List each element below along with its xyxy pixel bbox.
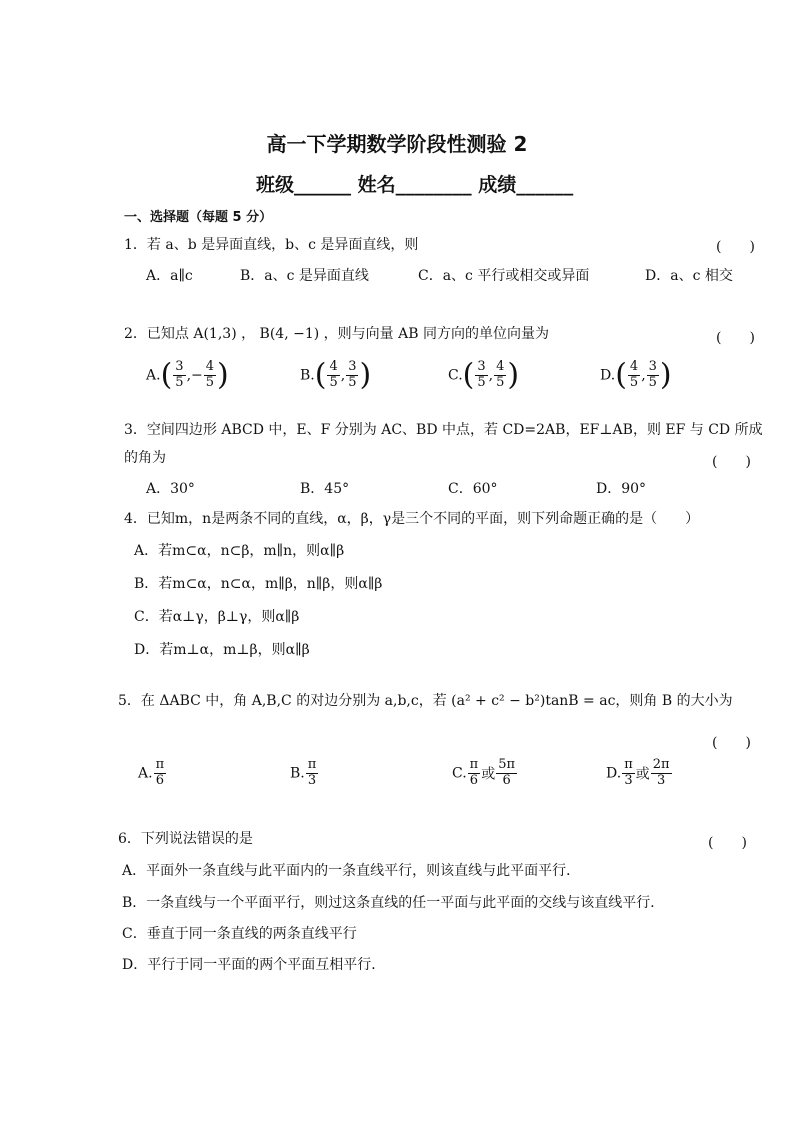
q5-option-a: A. $\frac{\pi}{6}$ [138,757,165,788]
page-title: 高一下学期数学阶段性测验 2 [266,132,528,156]
q6-option-d: D．平行于同一平面的两个平面互相平行． [122,957,386,973]
q4-option-c: C．若α⊥γ，β⊥γ，则α∥β [134,609,300,625]
q4-stem: 4．已知m，n是两条不同的直线，α，β，γ是三个不同的平面，则下列命题正确的是（ ） [124,511,700,527]
q6-stem: 6．下列说法错误的是 [118,831,253,847]
q5-option-b: B. $\frac{\pi}{3}$ [290,757,317,788]
q3-stem-line2: 的角为 [124,450,166,466]
option-label: A. [138,765,153,782]
q3-stem-line1: 3．空间四边形 ABCD 中，E、F 分别为 AC、BD 中点，若 CD=2AB，EF⊥AB，则 EF 与 CD 所成 [124,422,763,438]
q4-option-a: A．若m⊂α，n⊂β，m∥n，则α∥β [134,543,345,559]
q2-stem: 2．已知点 A(1,3) ， B(4, −1) ，则与向量 AB 同方向的单位向量为 [124,326,549,342]
q1-answer-paren: ( ) [716,239,755,255]
q1-stem: 1．若 a、b 是异面直线，b、c 是异面直线，则 [124,237,419,253]
section-title: 一、选择题（每题 5 分） [124,210,273,225]
q3-option-d: D．90° [596,481,647,497]
q3-answer-paren: ( ) [712,454,751,470]
q5-option-d: D. $\frac{\pi}{3}$ 或 $\frac{2\pi}{3}$ [606,757,670,788]
q4-option-d: D．若m⊥α，m⊥β，则α∥β [134,642,310,658]
q4-option-b: B．若m⊂α，n⊂α，m∥β，n∥β，则α∥β [134,576,383,592]
q5-option-c: C. $\frac{\pi}{6}$ 或 $\frac{5\pi}{6}$ [452,757,516,788]
q6-answer-paren: ( ) [708,835,747,851]
q3-option-c: C．60° [448,481,498,497]
q5-answer-paren: ( ) [712,735,751,751]
q1-option-d: D．a、c 相交 [645,268,733,284]
q1-option-b: B．a、c 是异面直线 [240,268,369,284]
student-info-line: 班级______ 姓名________ 成绩______ [256,174,574,196]
option-label: B. [290,765,305,782]
q2-answer-paren: ( ) [716,330,755,346]
q2-option-c: C.( $\frac{3}{5}$ , $\frac{4}{5}$ ) [448,357,520,393]
q6-option-a: A．平面外一条直线与此平面内的一条直线平行，则该直线与此平面平行． [122,863,581,879]
option-label: D. [606,765,622,782]
q1-option-c: C．a、c 平行或相交或异面 [418,268,590,284]
q1-option-a: A．a∥c [146,268,193,284]
q2-option-d: D.( $\frac{4}{5}$ , $\frac{3}{5}$ ) [600,357,672,393]
q2-option-b: B.( $\frac{4}{5}$ , $\frac{3}{5}$ ) [300,357,372,393]
option-label: D. [600,367,616,384]
q3-option-b: B．45° [300,481,350,497]
q3-option-a: A．30° [146,481,195,497]
q6-option-b: B．一条直线与一个平面平行，则过这条直线的任一平面与此平面的交线与该直线平行． [122,895,665,911]
q2-option-a: A.( $\frac{3}{5}$ ,− $\frac{4}{5}$ ) [146,357,229,393]
option-label: C. [452,765,467,782]
q5-stem: 5．在 ΔABC 中，角 A,B,C 的对边分别为 a,b,c，若 (a² + c² − b²)tanB = ac，则角 B 的大小为 [118,693,733,709]
option-label: B. [300,367,315,384]
q6-option-c: C．垂直于同一条直线的两条直线平行 [122,926,357,942]
option-label: C. [448,367,463,384]
option-label: A. [146,367,161,384]
